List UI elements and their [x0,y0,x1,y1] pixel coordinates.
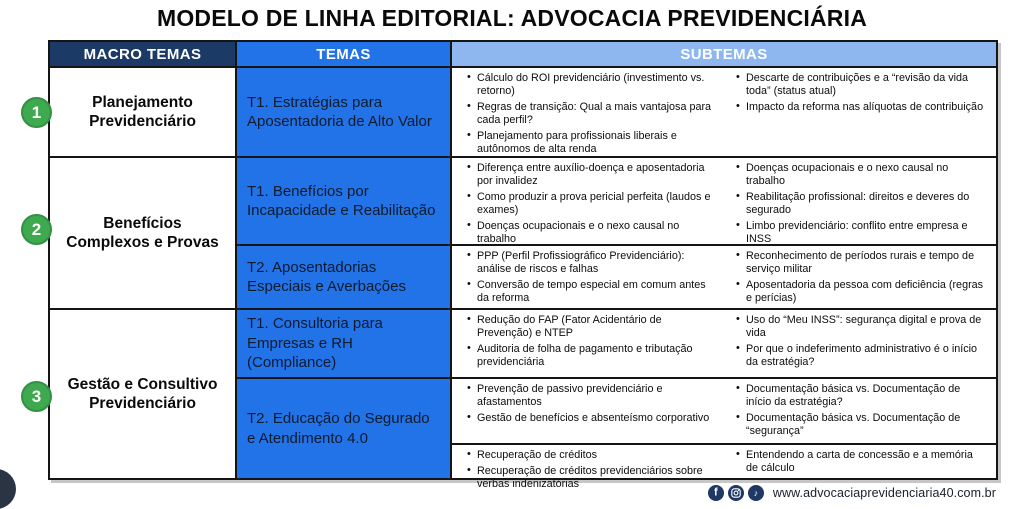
macro-row-gestao [50,308,996,490]
subtema-item: • Documentação básica vs. Documentação de início da estratégia? [735,383,986,409]
column-header-subtemas: SUBTEMAS [452,42,996,66]
subtemas-list-right [723,314,992,375]
subtema-item: • Diferença entre auxílio-doença e aposentadoria por invalidez [466,162,717,188]
subtema-item: • Planejamento para profissionais liberais e autônomos de alta renda [466,130,717,156]
subtema-item: • Entendendo a carta de concessão e a memória de cálculo [735,449,986,475]
corner-circle-decoration [0,469,16,509]
subtema-item: • Documentação básica vs. Documentação de “segurança” [735,412,986,438]
subtema-item: • Limbo previdenciário: conflito entre empresa e INSS [735,220,986,246]
macro-row-planejamento [50,68,996,156]
subtemas-list-right [723,250,992,308]
page-title: MODELO DE LINHA EDITORIAL: ADVOCACIA PREVIDENCIÁRIA [156,5,867,31]
macro-row-beneficios [50,156,996,308]
subtema-item: • Reabilitação profissional: direitos e deveres do segurado [735,191,986,217]
subtemas-section [452,68,996,161]
subtemas-section [452,158,996,251]
macro-cell-label: Benefícios Complexos e Provas [50,158,237,308]
footer [708,485,996,501]
subtema-item: • Descarte de contribuições e a “revisão da vida toda” (status atual) [735,72,986,98]
subtemas-list-left [454,314,723,375]
macro-number-badge-2: 2 [21,214,52,245]
subtema-item: • Uso do “Meu INSS”: segurança digital e prova de vida [735,314,986,340]
subtemas-section [452,246,996,310]
subtemas-list-right [723,162,992,249]
subtemas-list-left [454,250,723,308]
column-header-macro-temas: MACRO TEMAS [50,42,237,66]
subtema-item: • Aposentadoria da pessoa com deficiência (regras e perícias) [735,279,986,305]
tema-cell: T1. Benefícios por Incapacidade e Reabilitação [237,158,452,244]
subtemas-list-left [454,383,723,441]
subtema-item: • Gestão de benefícios e absenteísmo corporativo [466,412,717,425]
instagram-icon[interactable] [728,485,744,501]
subtema-item: • Doenças ocupacionais e o nexo causal no trabalho [735,162,986,188]
subtema-item: • Impacto da reforma nas alíquotas de contribuição [735,101,986,114]
tema-cell: T1. Estratégias para Aposentadoria de Alto Valor [237,68,452,156]
subtema-item: • Cálculo do ROI previdenciário (investimento vs. retorno) [466,72,717,98]
subtema-item: • Auditoria de folha de pagamento e tributação previdenciária [466,343,717,369]
subtema-item: • Reconhecimento de períodos rurais e tempo de serviço militar [735,250,986,276]
subtemas-list-right [723,72,992,159]
editorial-table [48,40,998,490]
subtema-item: • Recuperação de créditos [466,449,717,462]
subtema-item: • Doenças ocupacionais e o nexo causal no trabalho [466,220,717,246]
subtemas-section [452,379,996,443]
subtemas-list-left [454,72,723,159]
subtema-item: • Regras de transição: Qual a mais vantajosa para cada perfil? [466,101,717,127]
subtema-item: • Conversão de tempo especial em comum antes da reforma [466,279,717,305]
website-link[interactable]: www.advocaciaprevidenciaria40.com.br [772,486,996,500]
tema-cell: T1. Consultoria para Empresas e RH (Compliance) [237,310,452,377]
subtemas-list-left [454,449,723,494]
subtemas-section [452,310,996,377]
subtema-item: • Redução do FAP (Fator Acidentário de Prevenção) e NTEP [466,314,717,340]
tiktok-icon[interactable]: ♪ [748,485,764,501]
macro-number-badge-1: 1 [21,97,52,128]
macro-number-badge-3: 3 [21,381,52,412]
subtema-item: • PPP (Perfil Profissiográfico Previdenciário): análise de riscos e falhas [466,250,717,276]
macro-cell-label: Planejamento Previdenciário [50,68,237,156]
subtema-item: • Como produzir a prova pericial perfeita (laudos e exames) [466,191,717,217]
subtema-item: • Recuperação de créditos previdenciários sobre verbas indenizatórias [466,465,717,491]
tema-cell: T2. Aposentadorias Especiais e Averbações [237,246,452,308]
subtema-item: • Por que o indeferimento administrativo é o início da estratégia? [735,343,986,369]
subtema-item: • Prevenção de passivo previdenciário e afastamentos [466,383,717,409]
table-header-row [50,42,996,68]
subtemas-list-right [723,383,992,441]
tema-cell: T2. Educação do Segurado e Atendimento 4.0 [237,379,452,478]
subtemas-list-left [454,162,723,249]
column-header-temas: TEMAS [237,42,452,66]
facebook-icon[interactable]: f [708,485,724,501]
macro-cell-label: Gestão e Consultivo Previdenciário [50,310,237,478]
